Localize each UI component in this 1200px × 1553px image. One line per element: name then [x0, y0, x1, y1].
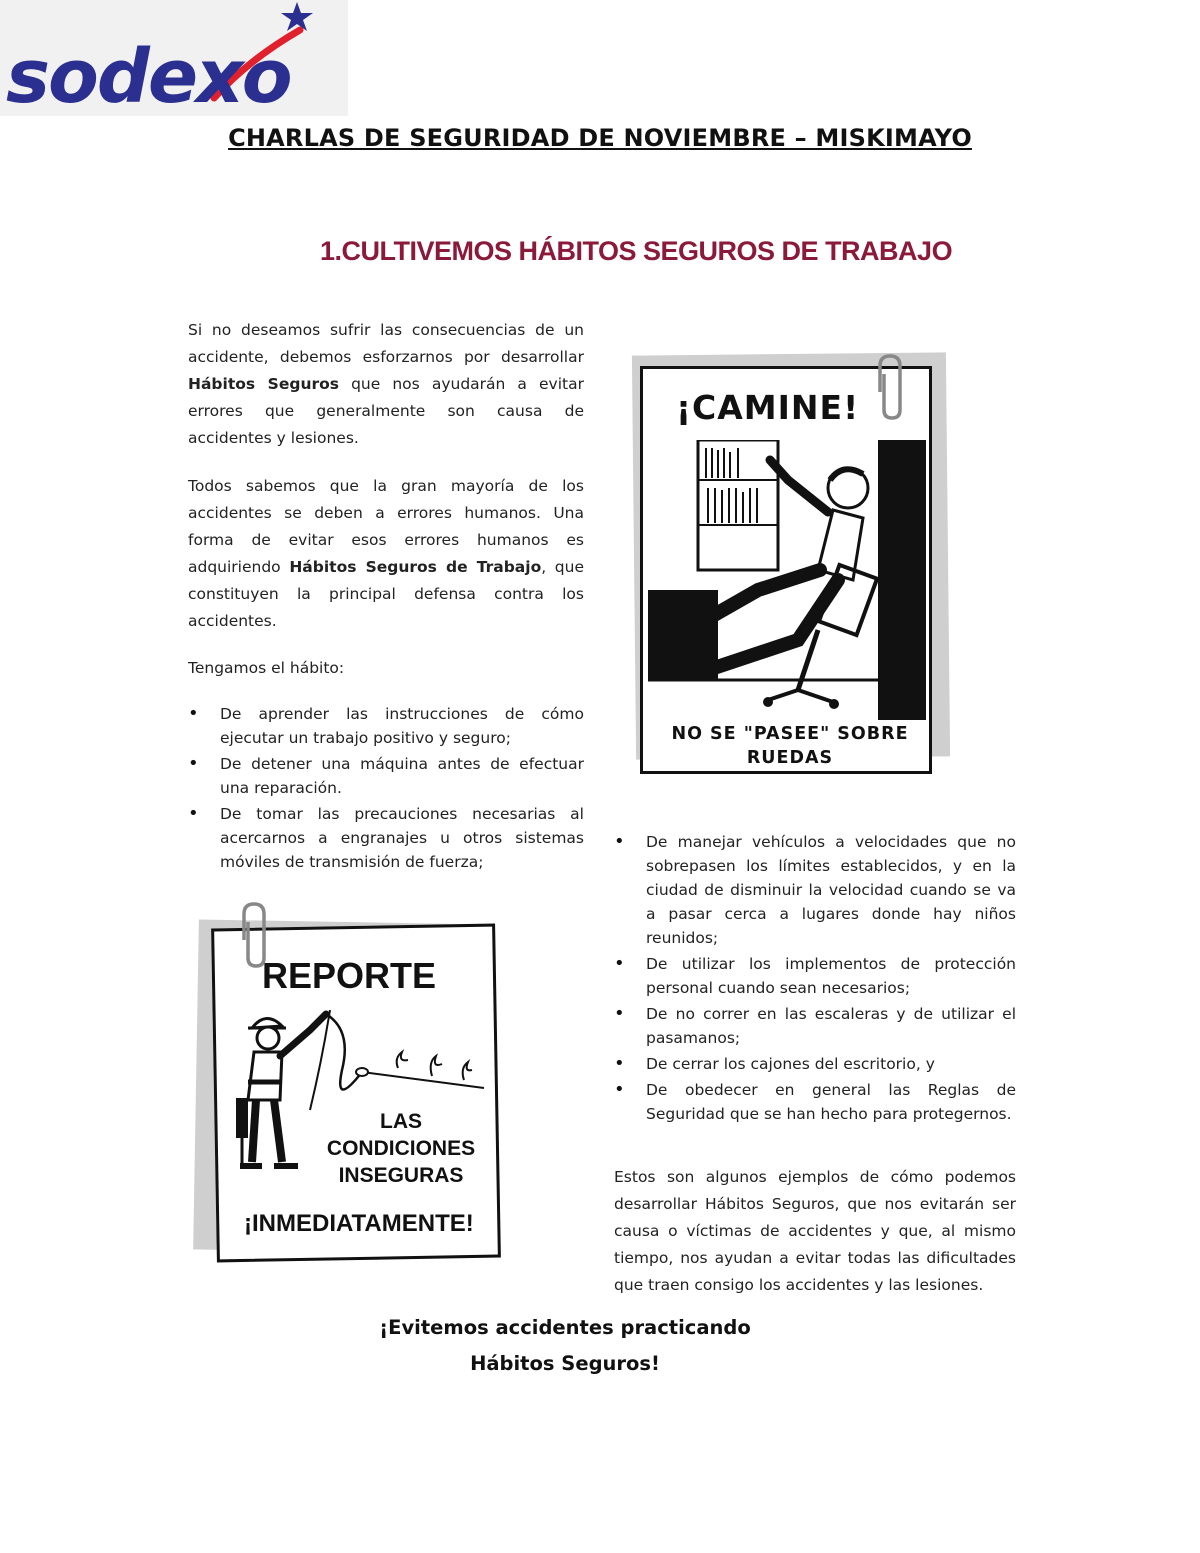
intro-paragraph — [188, 317, 584, 452]
brand-logo — [0, 0, 348, 116]
list-item: • De no correr en las escaleras y de utilizar el pasamanos; — [614, 1002, 1016, 1050]
closing-paragraph: Estos son algunos ejemplos de cómo podemos desarrollar Hábitos Seguros, que nos evitarán ser causa o víctimas de accidentes y que, al mismo tiempo, nos ayudan a evitar todas las dificultades que traen consigo los accidentes y las lesiones. — [614, 1168, 1016, 1294]
document-title: CHARLAS DE SEGURIDAD DE NOVIEMBRE – MISKIMAYO — [228, 124, 972, 152]
habits-list-left — [188, 702, 584, 876]
list-item: • De utilizar los implementos de protección personal cuando sean necesarios; — [614, 952, 1016, 1000]
list-item: • De obedecer en general las Reglas de Seguridad que se han hecho para protegernos. — [614, 1078, 1016, 1126]
list-item: • De cerrar los cajones del escritorio, y — [614, 1052, 1016, 1076]
paperclip-icon — [868, 352, 908, 432]
closing-slogan — [300, 1310, 830, 1382]
logo-star-icon — [281, 2, 313, 31]
section-title: 1.CULTIVEMOS HÁBITOS SEGUROS DE TRABAJO — [320, 236, 953, 266]
habits-list-right — [614, 830, 1016, 1128]
p2-text: Todos sabemos que la gran mayoría de los accidentes se deben a errores humanos. Una forma de evitar esos errores humanos es adquiriendo — [188, 477, 584, 576]
p1-text-end: que nos ayudarán a evitar errores que generalmente son causa de accidentes y lesiones. — [188, 375, 584, 447]
reporte-caption-line2: CONDICIONES — [326, 1137, 476, 1160]
reporte-poster-title: REPORTE — [262, 955, 437, 996]
camine-caption-line1: NO SE "PASEE" SOBRE — [671, 724, 909, 744]
p2-bold: Hábitos Seguros de Trabajo — [289, 558, 542, 576]
reporte-poster-footer: ¡INMEDIATAMENTE! — [244, 1210, 474, 1237]
reporte-caption-line1: LAS — [380, 1110, 422, 1133]
office-chair-illustration — [648, 440, 926, 720]
paperclip-icon — [232, 900, 272, 980]
list-item: • De manejar vehículos a velocidades que no sobrepasen los límites establecidos, y en la ciudad de disminuir la velocidad cuando se va a pasar cerca a lugares donde hay niños reunidos; — [614, 830, 1016, 950]
camine-poster-caption — [650, 722, 930, 770]
camine-poster-title: ¡CAMINE! — [676, 388, 860, 427]
camine-caption-line2: RUEDAS — [746, 748, 834, 768]
p1-text: Si no deseamos sufrir las consecuencias de un accidente, debemos esforzarnos por desarrollar — [188, 321, 584, 366]
errors-paragraph — [188, 473, 584, 635]
logo-wordmark: sodexo — [6, 34, 291, 116]
reporte-caption-line3: INSEGURAS — [338, 1164, 464, 1187]
habits-lead: Tengamos el hábito: — [188, 659, 345, 677]
slogan-line1: ¡Evitemos accidentes practicando — [379, 1316, 751, 1339]
p2-text-end: , que constituyen la principal defensa contra los accidentes. — [188, 558, 584, 630]
list-item: • De aprender las instrucciones de cómo ejecutar un trabajo positivo y seguro; — [188, 702, 584, 750]
reporte-poster-caption — [318, 1108, 484, 1189]
slogan-line2: Hábitos Seguros! — [470, 1352, 660, 1375]
p1-bold: Hábitos Seguros — [188, 375, 339, 393]
list-item: • De tomar las precauciones necesarias al acercarnos a engranajes u otros sistemas móviles de transmisión de fuerza; — [188, 802, 584, 874]
list-item: • De detener una máquina antes de efectuar una reparación. — [188, 752, 584, 800]
sodexo-logo-graphic — [0, 0, 348, 116]
